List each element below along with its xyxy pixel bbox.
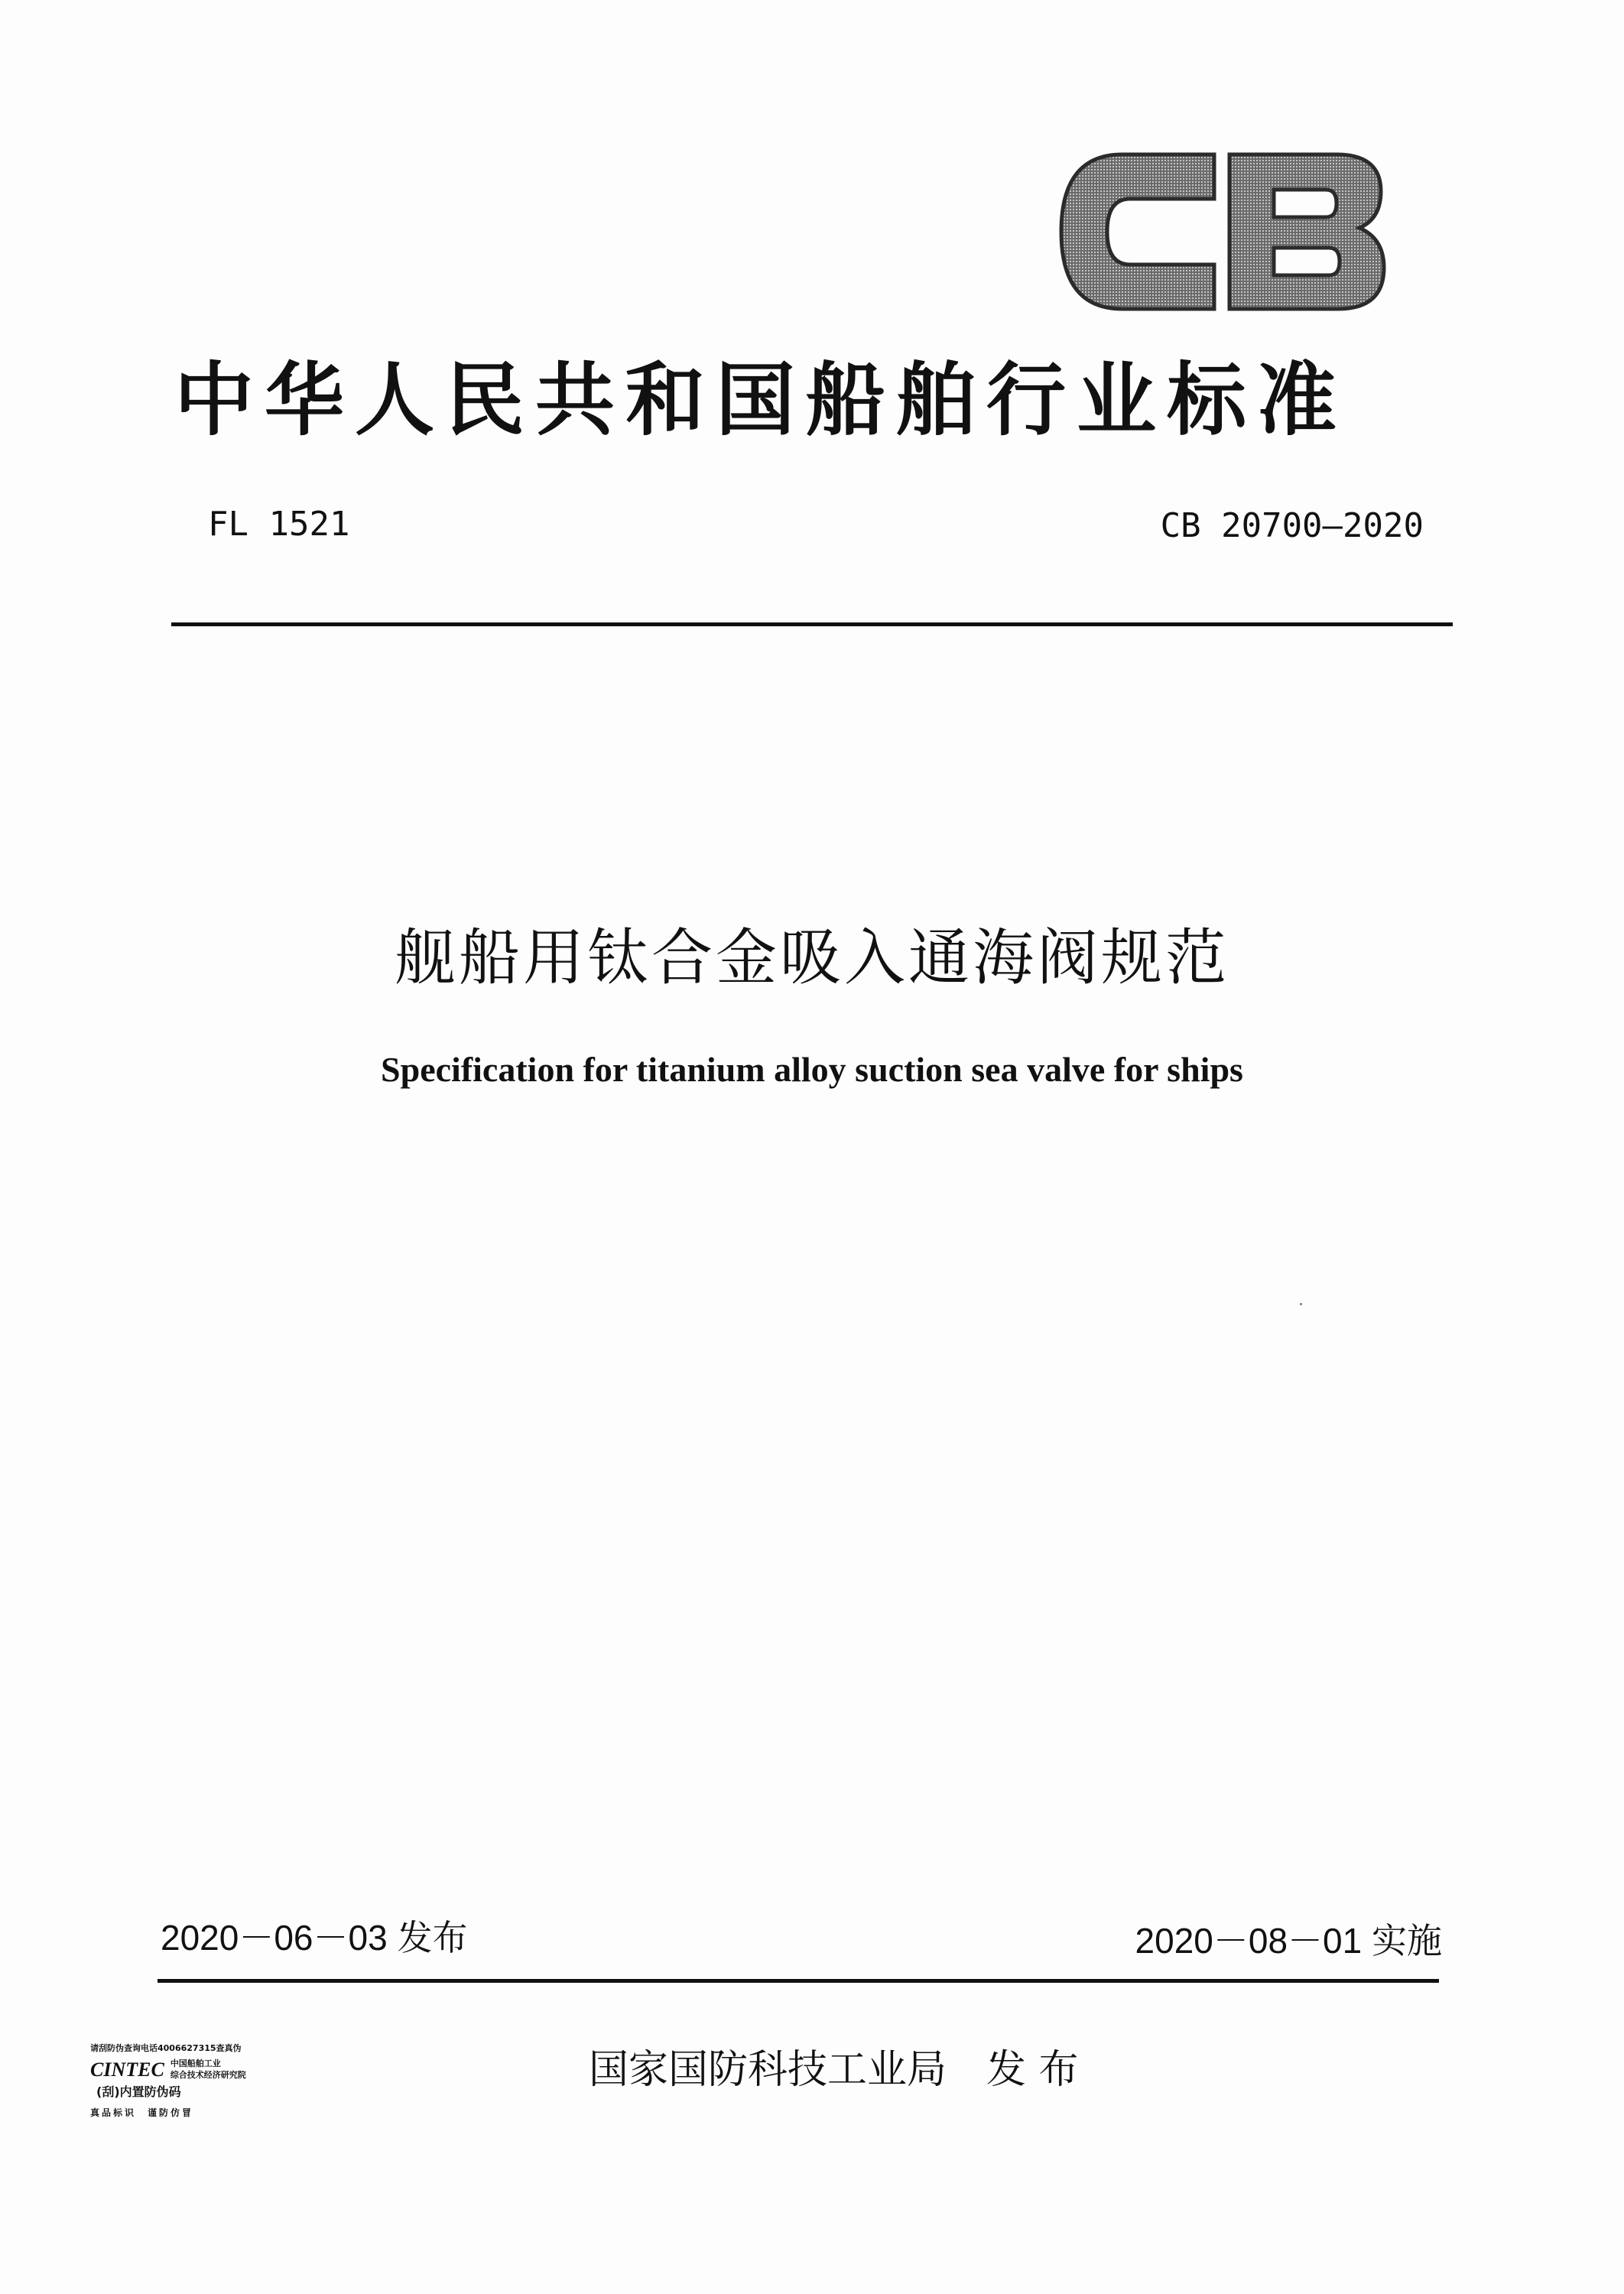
stamp-institute-line1: 中国船舶工业 xyxy=(170,2058,221,2069)
footer-divider xyxy=(158,1979,1439,1983)
stamp-footer: 真品标识 谨防仿冒 xyxy=(90,2107,194,2118)
standard-number: CB 20700—2020 xyxy=(1160,506,1424,545)
header-divider xyxy=(171,622,1453,626)
classification-code: FL 1521 xyxy=(208,505,350,544)
cb-logo xyxy=(1054,144,1390,320)
stamp-institute xyxy=(171,2058,246,2081)
document-title-zh: 舰船用钛合金吸入通海阀规范 xyxy=(395,922,1229,993)
anti-counterfeit-label xyxy=(90,2043,289,2158)
stamp-institute-line2: 综合技术经济研究院 xyxy=(170,2069,246,2080)
stamp-hotline: 请刮防伪查询电话4006627315查真伪 xyxy=(90,2043,242,2053)
effective-date: 2020－08－01 实施 xyxy=(1135,1921,1442,1961)
stamp-code-label: (刮)内置防伪码 xyxy=(96,2084,181,2099)
stamp-brand-row xyxy=(90,2058,289,2081)
scan-speck xyxy=(1300,1303,1302,1305)
org-title: 中华人民共和国船舶行业标准 xyxy=(174,353,1348,447)
stamp-brand: CINTEC xyxy=(90,2058,164,2081)
publisher: 国家国防科技工业局 发 布 xyxy=(589,2047,1079,2093)
publish-date: 2020－06－03 发布 xyxy=(161,1918,468,1958)
document-title-en: Specification for titanium alloy suction sea valve for ships xyxy=(381,1050,1243,1089)
